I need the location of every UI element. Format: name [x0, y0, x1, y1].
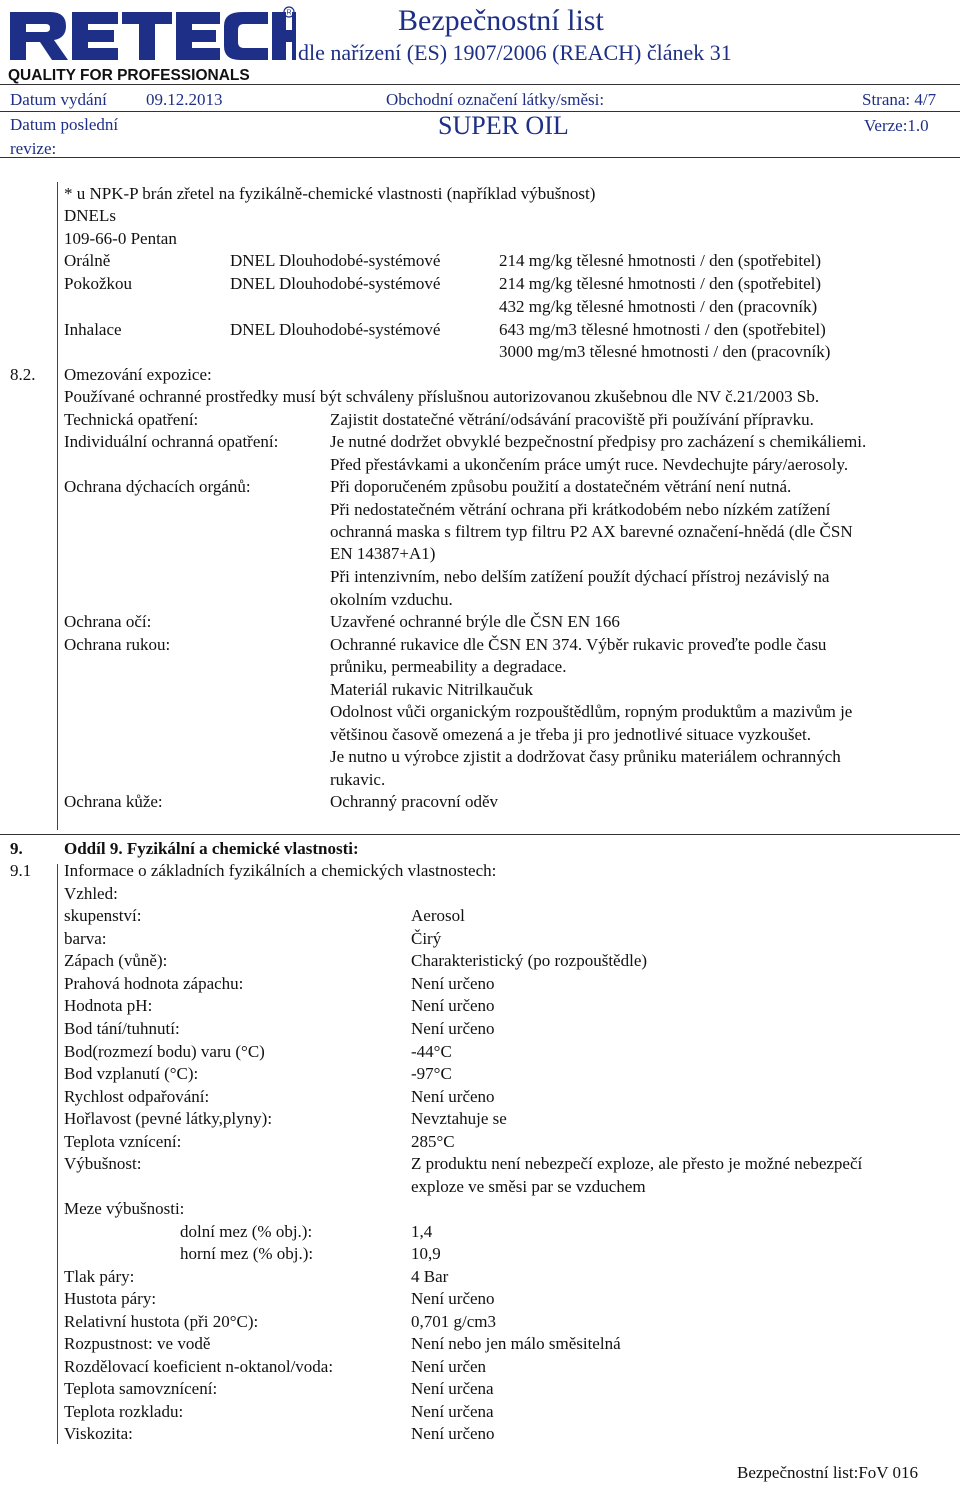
version: Verze:1.0: [864, 116, 929, 135]
property-label: Teplota rozkladu:: [64, 1402, 184, 1421]
logo-tagline: QUALITY FOR PROFESSIONALS: [8, 67, 250, 84]
margin-rule: [57, 182, 58, 830]
limit-value: 10,9: [411, 1244, 441, 1263]
protection-text: Odolnost vůči organickým rozpouštědlům, ropným produktům a mazivům je: [330, 702, 853, 721]
property-label: Zápach (vůně):: [64, 951, 168, 970]
dnel-route: Inhalace: [64, 320, 122, 339]
property-value: Není určeno: [411, 1424, 495, 1443]
protection-text: Před přestávkami a ukončením práce umýt ruce. Nevdechujte páry/aerosoly.: [330, 455, 849, 474]
dnel-type: DNEL Dlouhodobé-systémové: [230, 320, 441, 339]
property-value: Není určena: [411, 1379, 494, 1398]
product-name: SUPER OIL: [438, 111, 569, 140]
issue-date-label: Datum vydání: [10, 90, 107, 109]
property-label: barva:: [64, 929, 107, 948]
limit-label: horní mez (% obj.):: [180, 1244, 314, 1263]
page-number: Strana: 4/7: [862, 90, 937, 109]
protection-text: průniku, permeability a degradace.: [330, 657, 567, 676]
document-meta-header: [0, 84, 960, 158]
dnels-heading: DNELs: [64, 206, 116, 225]
section-9-number: 9.: [10, 839, 23, 858]
dnel-type: DNEL Dlouhodobé-systémové: [230, 274, 441, 293]
protection-text: Zajistit dostatečné větrání/odsávání pracoviště při používání přípravku.: [330, 410, 814, 429]
protection-text: Při intenzivním, nebo delším zatížení použít dýchací přístroj nezávislý na: [330, 567, 830, 586]
protection-text: Je nutné dodržet obvyklé bezpečnostní předpisy pro zacházení s chemikáliemi.: [330, 432, 867, 451]
property-label: skupenství:: [64, 906, 142, 925]
property-value: Není určeno: [411, 974, 495, 993]
issue-date-value: 09.12.2013: [146, 90, 223, 109]
property-value: Není nebo jen málo směsitelná: [411, 1334, 621, 1353]
section-9-title: Oddíl 9. Fyzikální a chemické vlastnosti:: [64, 839, 359, 858]
property-value: Není určeno: [411, 1019, 495, 1038]
property-value: Není určena: [411, 1402, 494, 1421]
dnel-route: Orálně: [64, 251, 111, 270]
dnel-value: 432 mg/kg tělesné hmotnosti / den (pracovník): [499, 297, 818, 316]
property-label: Rychlost odpařování:: [64, 1087, 210, 1106]
section-8-2-title: Omezování expozice:: [64, 365, 212, 384]
property-label: Teplota vznícení:: [64, 1132, 182, 1151]
explosive-limits-label: Meze výbušnosti:: [64, 1199, 185, 1218]
protection-text: ochranná maska s filtrem typ filtru P2 AX barevné označení-hnědá (dle ČSN: [330, 522, 853, 541]
protection-label: Ochrana očí:: [64, 612, 152, 631]
section-8-2-intro: Používané ochranné prostředky musí být schváleny příslušnou autorizovanou zkušebnou dle NV č.21/2003 Sb.: [64, 387, 820, 406]
protection-text: rukavic.: [330, 770, 386, 789]
property-label: Rozpustnost: ve vodě: [64, 1334, 211, 1353]
property-value: Charakteristický (po rozpouštědle): [411, 951, 648, 970]
property-label: Výbušnost:: [64, 1154, 142, 1173]
protection-label: Technická opatření:: [64, 410, 199, 429]
property-label: Hustota páry:: [64, 1289, 157, 1308]
section-8-2-number: 8.2.: [10, 365, 36, 384]
protection-text: Ochranný pracovní oděv: [330, 792, 499, 811]
property-value: Není určeno: [411, 996, 495, 1015]
protection-text: Ochranné rukavice dle ČSN EN 374. Výběr rukavic proveďte podle času: [330, 635, 827, 654]
property-label: Hodnota pH:: [64, 996, 153, 1015]
dnel-value: 3000 mg/m3 tělesné hmotnosti / den (pracovník): [499, 342, 831, 361]
section-9-1-number: 9.1: [10, 861, 32, 880]
retech-logo: [6, 6, 296, 84]
property-value: Aerosol: [411, 906, 465, 925]
protection-text: většinou časově omezená a je třeba ji pro jednotlivé situace vyzkoušet.: [330, 725, 812, 744]
property-value: Z produktu není nebezpečí exploze, ale přesto je možné nebezpečí: [411, 1154, 863, 1173]
property-value: -97°C: [411, 1064, 452, 1083]
protection-label: Ochrana rukou:: [64, 635, 171, 654]
protection-label: Individuální ochranná opatření:: [64, 432, 279, 451]
document-subtitle: dle nařízení (ES) 1907/2006 (REACH) článek 31: [298, 40, 732, 65]
dnel-route: Pokožkou: [64, 274, 132, 293]
property-label: Bod tání/tuhnutí:: [64, 1019, 180, 1038]
property-value: Není určen: [411, 1357, 487, 1376]
property-label: Relativní hustota (při 20°C):: [64, 1312, 259, 1331]
property-label: Viskozita:: [64, 1424, 133, 1443]
property-label: Prahová hodnota zápachu:: [64, 974, 244, 993]
property-value: Nevztahuje se: [411, 1109, 507, 1128]
limit-label: dolní mez (% obj.):: [180, 1222, 313, 1241]
protection-label: Ochrana dýchacích orgánů:: [64, 477, 251, 496]
limit-value: 1,4: [411, 1222, 433, 1241]
logo-registered-mark: R: [286, 9, 292, 17]
revision-date-label: Datum poslední revize:: [10, 115, 119, 158]
property-label: Bod(rozmezí bodu) varu (°C): [64, 1042, 265, 1061]
dnel-value: 214 mg/kg tělesné hmotnosti / den (spotřebitel): [499, 274, 822, 293]
protection-text: Materiál rukavic Nitrilkaučuk: [330, 680, 533, 699]
protection-text: EN 14387+A1): [330, 544, 436, 563]
appearance-label: Vzhled:: [64, 884, 118, 903]
margin-rule: [57, 864, 58, 1444]
property-value: exploze ve směsi par se vzduchem: [411, 1177, 646, 1196]
dnel-value: 214 mg/kg tělesné hmotnosti / den (spotřebitel): [499, 251, 822, 270]
section-9-1-title: Informace o základních fyzikálních a chemických vlastnostech:: [64, 861, 497, 880]
protection-label: Ochrana kůže:: [64, 792, 163, 811]
document-title: Bezpečnostní list: [398, 4, 604, 37]
protection-text: Je nutno u výrobce zjistit a dodržovat časy průniku materiálem ochranných: [330, 747, 841, 766]
property-value: Není určeno: [411, 1087, 495, 1106]
property-value: Čirý: [411, 929, 442, 948]
property-label: Tlak páry:: [64, 1267, 135, 1286]
trade-name-label: Obchodní označení látky/směsi:: [386, 90, 605, 109]
property-label: Teplota samovznícení:: [64, 1379, 218, 1398]
property-value: Není určeno: [411, 1289, 495, 1308]
page-footer: Bezpečnostní list:FoV 016: [737, 1463, 919, 1482]
property-label: Bod vzplanutí (°C):: [64, 1064, 199, 1083]
property-value: 4 Bar: [411, 1267, 449, 1286]
protection-text: Při nedostatečném větrání ochrana při krátkodobém nebo nízkém zatížení: [330, 500, 831, 519]
protection-text: Při doporučeném způsobu použití a dostatečném větrání není nutná.: [330, 477, 792, 496]
section-divider: [0, 834, 960, 835]
property-value: 0,701 g/cm3: [411, 1312, 496, 1331]
intro-note: * u NPK-P brán zřetel na fyzikálně-chemické vlastnosti (například výbušnost): [64, 184, 596, 203]
property-value: -44°C: [411, 1042, 452, 1061]
protection-text: Uzavřené ochranné brýle dle ČSN EN 166: [330, 612, 620, 631]
dnel-value: 643 mg/m3 tělesné hmotnosti / den (spotřebitel): [499, 320, 826, 339]
property-label: Rozdělovací koeficient n-oktanol/voda:: [64, 1357, 334, 1376]
property-value: 285°C: [411, 1132, 455, 1151]
property-label: Hořlavost (pevné látky,plyny):: [64, 1109, 273, 1128]
dnel-type: DNEL Dlouhodobé-systémové: [230, 251, 441, 270]
substance-name: 109-66-0 Pentan: [64, 229, 177, 248]
protection-text: okolním vzduchu.: [330, 590, 453, 609]
